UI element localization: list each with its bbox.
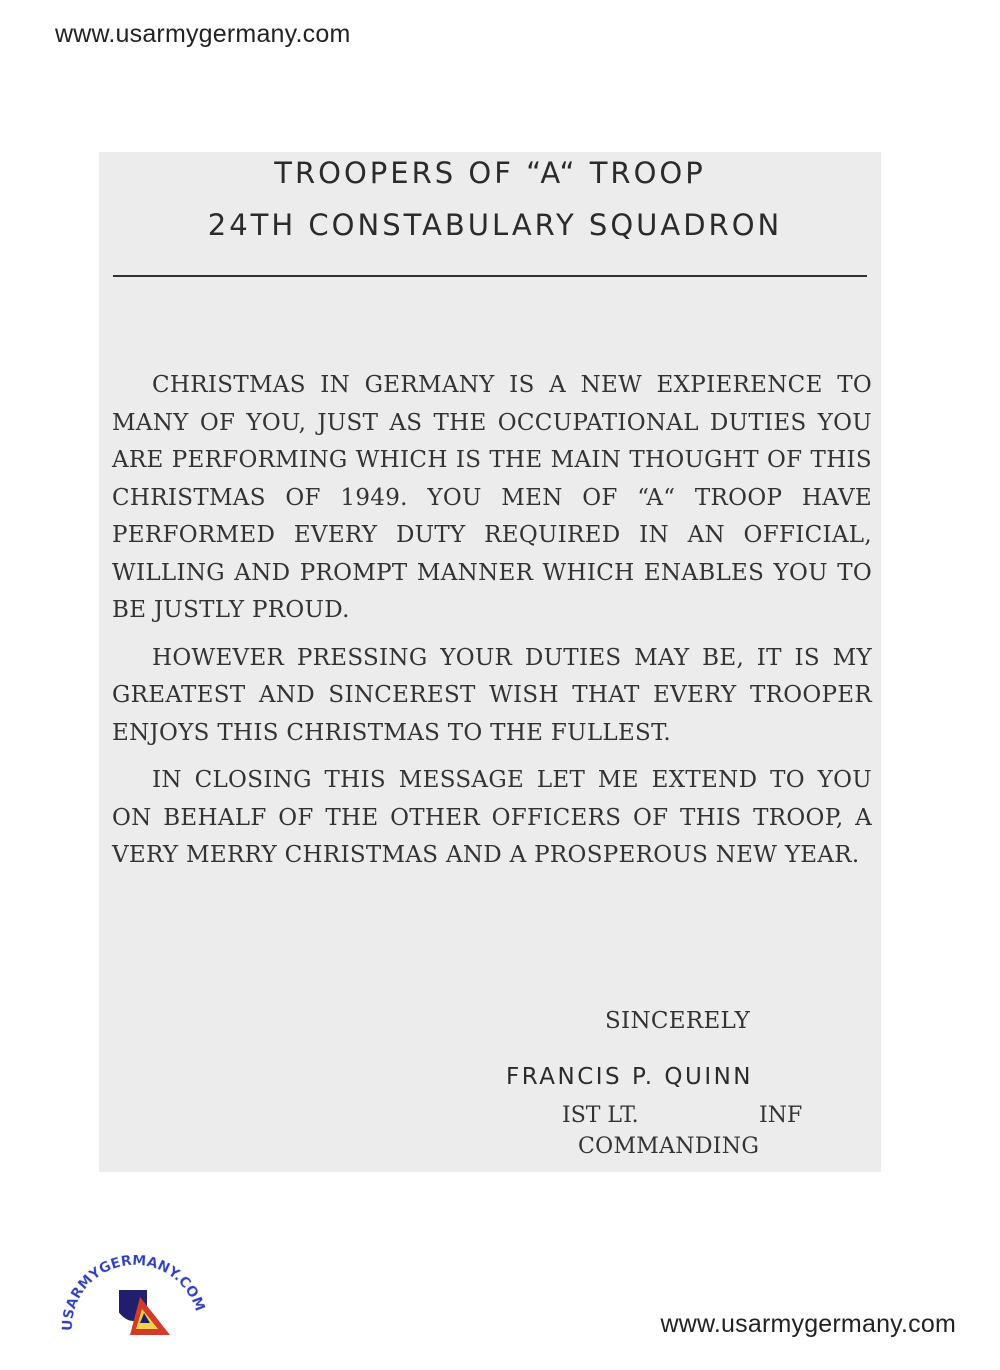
logo-graphic <box>58 1255 208 1340</box>
site-url-top[interactable]: www.usarmygermany.com <box>55 20 351 48</box>
site-url-bottom[interactable]: www.usarmygermany.com <box>660 1310 956 1338</box>
letter-body <box>112 367 872 885</box>
signer-rank: IST LT. <box>562 1103 639 1128</box>
letter-heading-line2: 24TH CONSTABULARY SQUADRON <box>207 208 783 242</box>
letter-document <box>99 152 881 1172</box>
letter-paragraph: HOWEVER PRESSING YOUR DUTIES MAY BE, IT IS MY GREATEST AND SINCEREST WISH THAT EVERY TROOPER ENJOYS THIS CHRISTMAS TO THE FULLEST. <box>112 644 872 746</box>
letter-heading-line1: TROOPERS OF “A“ TROOP <box>274 156 706 190</box>
signer-role: COMMANDING <box>578 1134 760 1159</box>
letter-paragraph: CHRISTMAS IN GERMANY IS A NEW EXPIERENCE TO MANY OF YOU, JUST AS THE OCCUPATIONAL DUTIES YOU ARE PERFORMING WHICH IS THE MAIN THOUGHT OF THIS CHRISTMAS OF 1949. YOU MEN OF “A“ TROOP HAVE PERFORMED EVERY DUTY REQUIRED IN AN OFFICIAL, WILLING AND PROMPT MANNER WHICH ENABLES YOU TO BE JUSTLY PROUD. <box>112 372 872 623</box>
letter-closing: SINCERELY <box>605 1008 751 1034</box>
heading-divider <box>113 275 867 277</box>
logo-ring-text: USARMYGERMANY.COM <box>59 1255 208 1332</box>
letter-paragraph: IN CLOSING THIS MESSAGE LET ME EXTEND TO YOU ON BEHALF OF THE OTHER OFFICERS OF THIS TROOP, A VERY MERRY CHRISTMAS AND A PROSPEROUS NEW YEAR. <box>112 767 872 868</box>
usarmygermany-logo-icon[interactable] <box>58 1255 208 1340</box>
signer-name: FRANCIS P. QUINN <box>506 1064 754 1090</box>
signer-branch: INF <box>759 1103 803 1128</box>
